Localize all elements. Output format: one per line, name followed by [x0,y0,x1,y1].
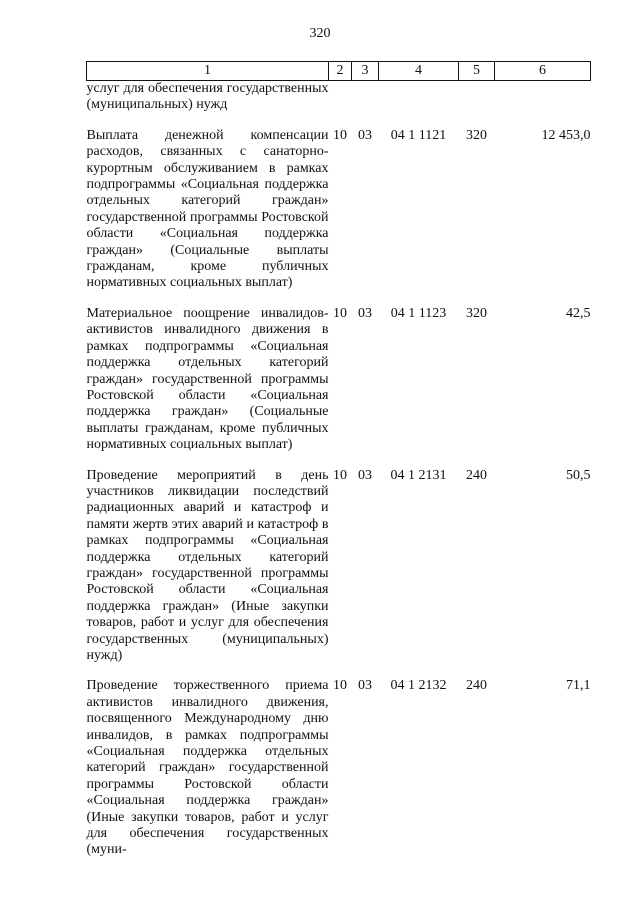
table-row [87,664,591,858]
row-expense-type: 320 [466,305,487,321]
column-header-expense-type: 5 [459,62,495,81]
row-section: 10 [333,305,347,321]
row-amount: 42,5 [566,305,591,321]
row-subsection: 03 [358,467,372,483]
table-row [87,81,591,114]
row-description: Проведение торжественного приема активистов инвалидного движения, посвященного Международному дню инвалидов, в рамках подпрограммы «Социальная поддержка отдельных категорий граждан» государственной программы Ростовской области «Социальная поддержка граждан» (Иные закупки товаров, работ и услуг для обеспечения государственных (муни- [86,678,329,858]
column-header-description: 1 [87,62,329,81]
row-expense-type: 240 [466,678,487,694]
row-amount: 12 453,0 [541,127,591,143]
row-subsection [352,81,379,114]
row-expense-type [459,81,495,114]
row-description: Проведение мероприятий в день участников ликвидации последствий радиационных аварий и катастроф и памяти жертв этих аварий и катастроф в рамках подпрограммы «Социальная поддержка отдельных категорий граждан» государственной программы Ростовской области «Социальная поддержка граждан» (Иные закупки товаров, работ и услуг для обеспечения государственных (муниципальных) нужд) [86,467,329,663]
row-section: 10 [333,467,347,483]
row-section: 10 [333,678,347,694]
row-amount [495,81,591,114]
page-number: 320 [309,26,331,41]
row-target-code: 04 1 2131 [390,467,447,483]
row-target-code: 04 1 1121 [390,127,447,143]
row-target-code [379,81,459,114]
row-description: Выплата денежной компенсации расходов, связанных с санаторно-курортным обслуживанием в рамках подпрограммы «Социальная поддержка отдельных категорий граждан» государственной программы Ростовской области «Социальная поддержка граждан» (Социальные выплаты гражданам, кроме публичных нормативных социальных выплат) [86,127,329,291]
row-section: 10 [333,127,347,143]
row-target-code: 04 1 1123 [390,305,447,321]
column-header-amount: 6 [495,62,591,81]
row-description: Материальное поощрение инвалидов-активистов инвалидного движения в рамках подпрограммы «Социальная поддержка отдельных категорий граждан» государственной программы Ростовской области «Социальная поддержка граждан» (Социальные выплаты гражданам, кроме публичных нормативных социальных выплат) [86,305,329,453]
row-subsection: 03 [358,305,372,321]
row-amount: 71,1 [566,678,591,694]
budget-table [86,61,591,859]
column-header-target-code: 4 [379,62,459,81]
row-section [329,81,352,114]
row-expense-type: 240 [466,467,487,483]
column-header-section: 2 [329,62,352,81]
row-subsection: 03 [358,127,372,143]
row-target-code: 04 1 2132 [390,678,447,694]
row-amount: 50,5 [566,467,591,483]
column-header-subsection: 3 [352,62,379,81]
row-description: услуг для обеспечения государственных (муниципальных) нужд [86,81,329,113]
row-subsection: 03 [358,678,372,694]
table-row [87,292,591,454]
table-row [87,114,591,292]
row-expense-type: 320 [466,127,487,143]
table-row [87,454,591,665]
table-header-row [87,62,591,81]
